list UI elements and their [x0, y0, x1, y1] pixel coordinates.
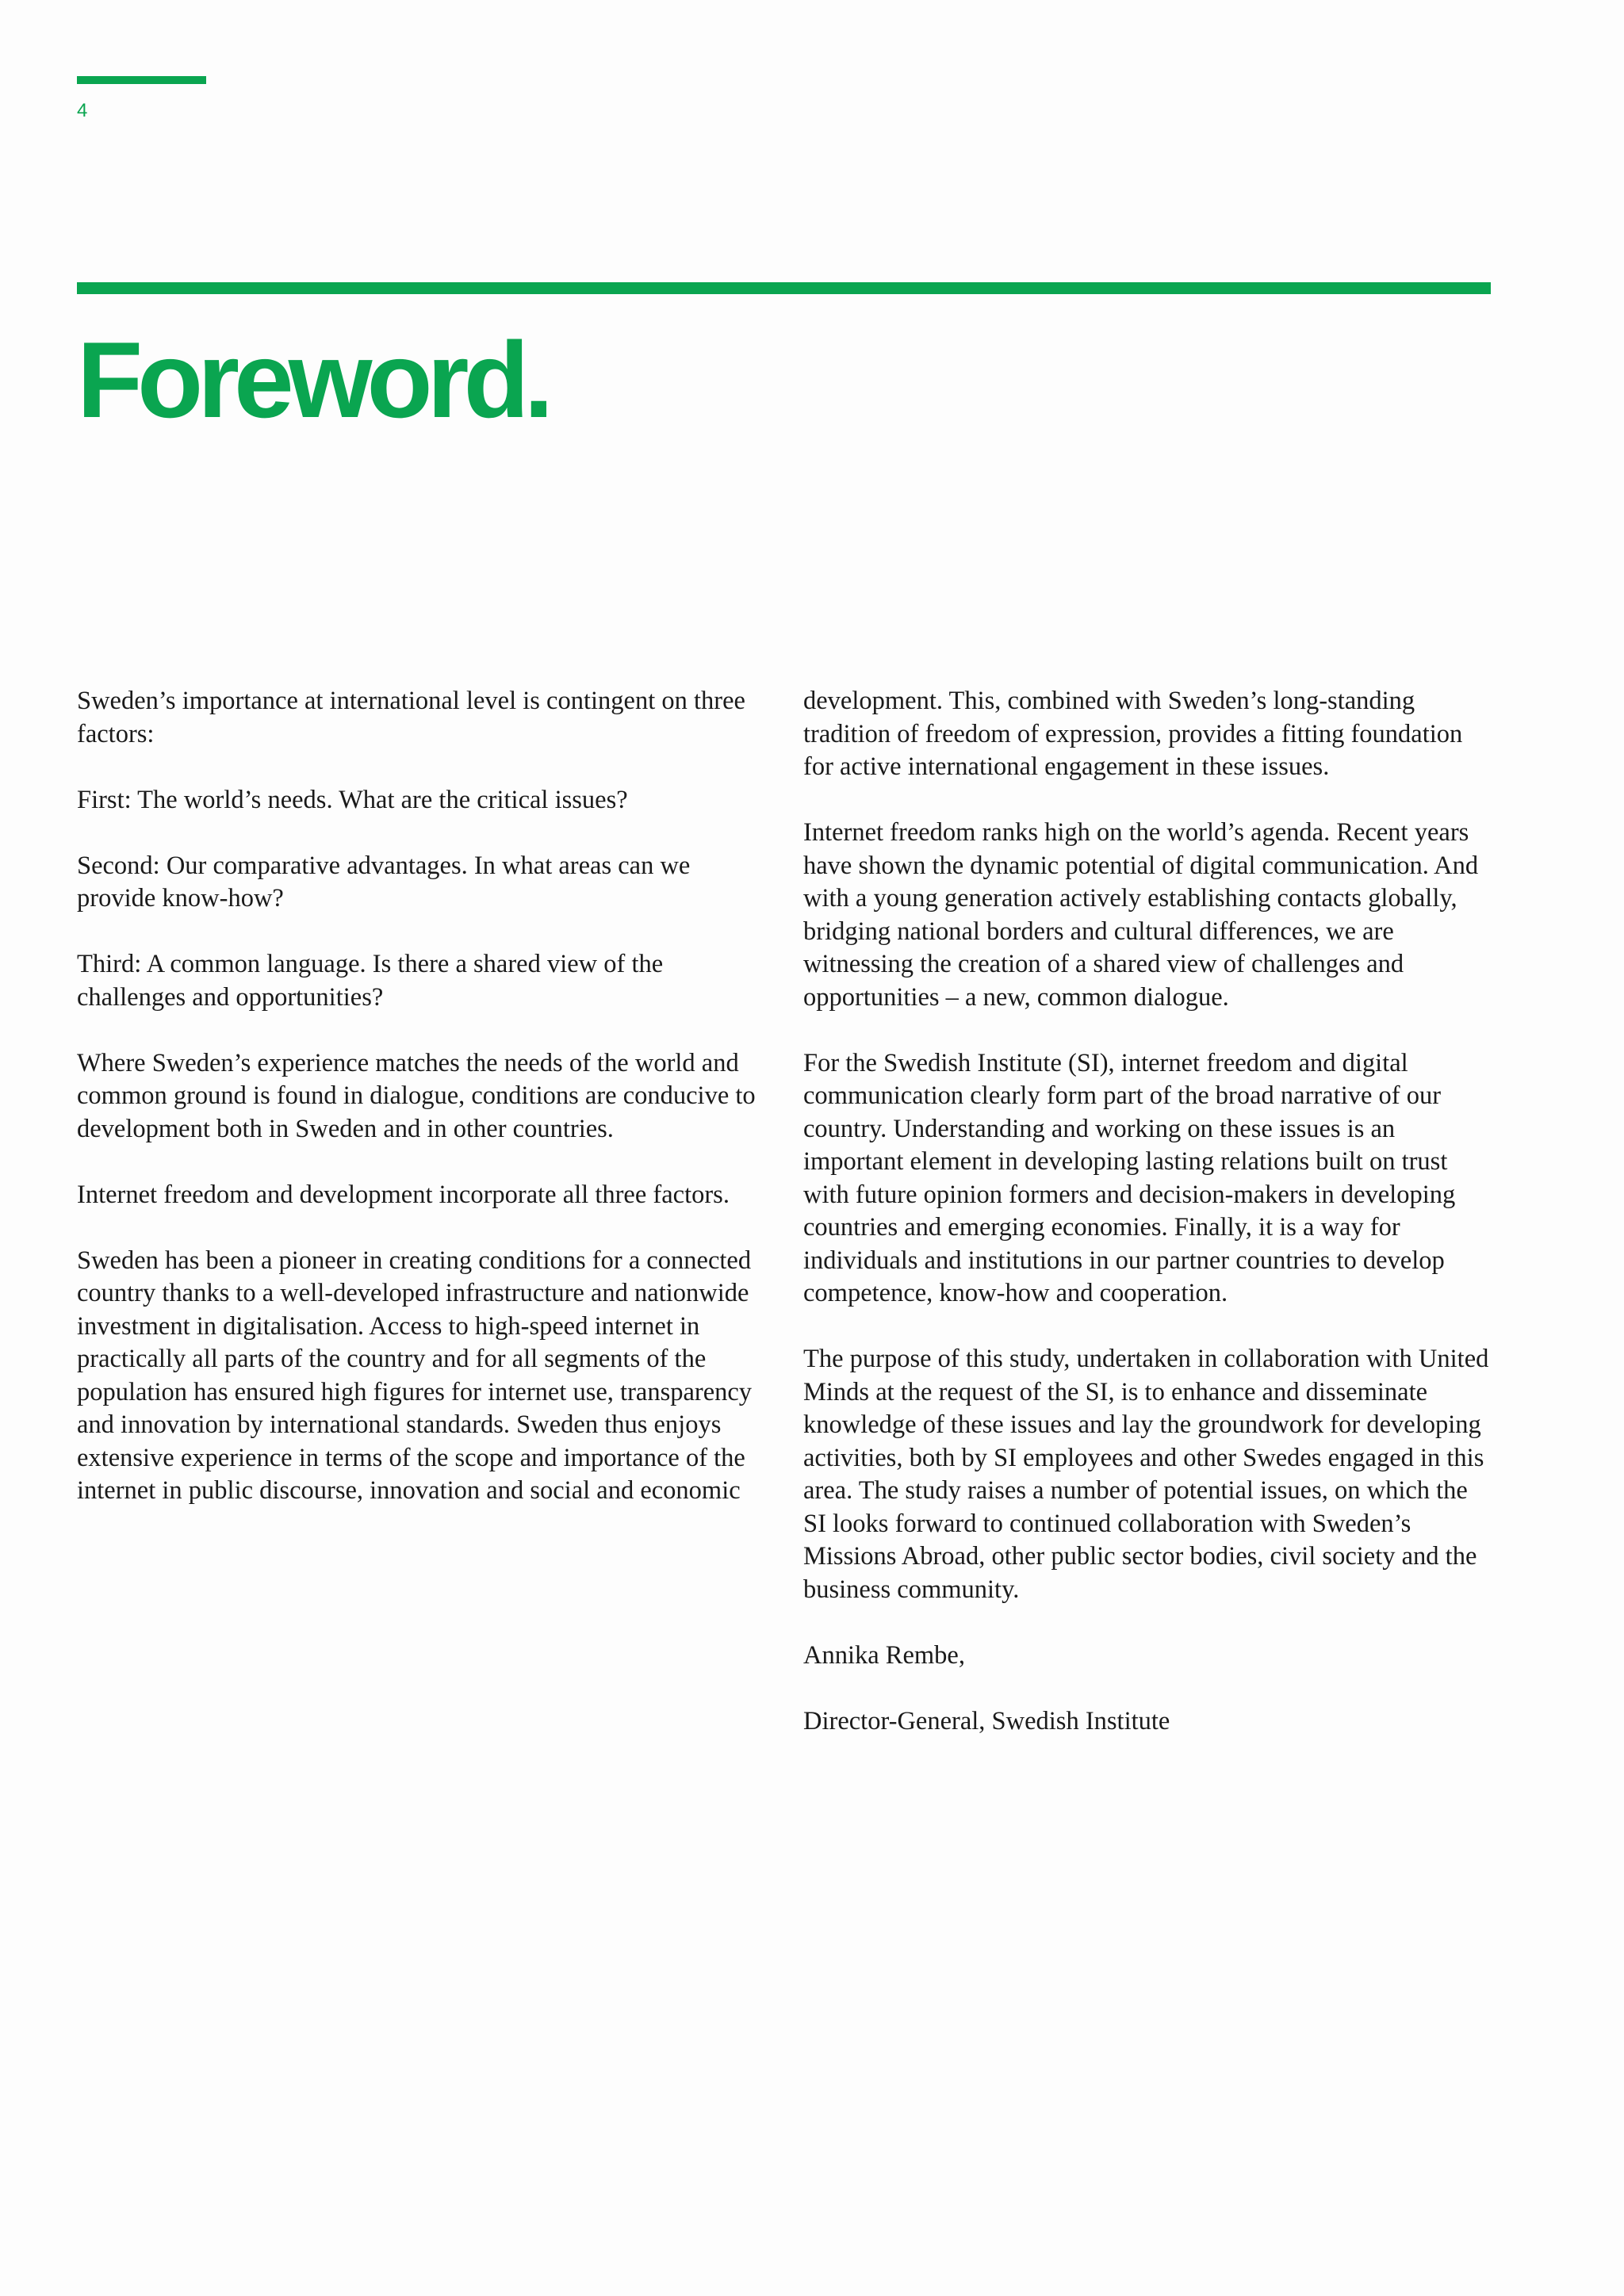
paragraph: Sweden has been a pioneer in creating conditions for a connected country thanks to a well-developed infrastructure and nationwide investment in digitalisation. Access to high-speed internet in practically all parts of the country and for all segments of the population has ensured high figures for internet use, transparency and innovation by international standards. Sweden thus enjoys extensive experience in terms of the scope and importance of the internet in public discourse, innovation and social and economic — [77, 1246, 753, 1505]
top-accent-rule — [77, 76, 206, 84]
page-title: Foreword. — [77, 320, 549, 440]
signature-role: Director-General, Swedish Institute — [803, 1706, 1170, 1735]
paragraph: The purpose of this study, undertaken in collaboration with United Minds at the request of the SI, is to enhance and disseminate knowledge of these issues and lay the groundwork for developing activities, both by SI employees and other Swedes engaged in this area. The study raises a number of potential issues, on which the SI looks forward to continued collaboration with Sweden’s Missions Abroad, other public sector bodies, civil society and the business community. — [803, 1345, 1489, 1604]
paragraph: Where Sweden’s experience matches the needs of the world and common ground is found in dialogue, conditions are conducive to development both in Sweden and in other countries. — [77, 1048, 756, 1143]
right-text-column — [803, 685, 1493, 1771]
paragraph: For the Swedish Institute (SI), internet freedom and digital communication clearly form part of the broad narrative of our country. Understanding and working on these issues is an important element in developing lasting relations built on trust with future opinion formers and decision-makers in developing countries and emerging economies. Finally, it is a way for individuals and institutions in our partner countries to develop competence, know-how and cooperation. — [803, 1048, 1456, 1307]
paragraph: Internet freedom ranks high on the world’s agenda. Recent years have shown the dynamic potential of digital communication. And with a young generation actively establishing contacts globally, bridging national borders and cultural differences, we are witnessing the creation of a shared view of challenges and opportunities – a new, common dialogue. — [803, 818, 1479, 1012]
paragraph: development. This, combined with Sweden’s long-standing tradition of freedom of expression, provides a fitting foundation for active international engagement in these issues. — [803, 687, 1463, 781]
paragraph: Internet freedom and development incorporate all three factors. — [77, 1180, 730, 1209]
page-number: 4 — [77, 100, 88, 121]
paragraph: Third: A common language. Is there a shared view of the challenges and opportunities? — [77, 950, 664, 1012]
paragraph: Second: Our comparative advantages. In what areas can we provide know-how? — [77, 851, 691, 913]
paragraph: Sweden’s importance at international level is contingent on three factors: — [77, 687, 745, 748]
title-accent-rule — [77, 282, 1491, 294]
paragraph: First: The world’s needs. What are the critical issues? — [77, 785, 628, 814]
signature-name: Annika Rembe, — [803, 1640, 965, 1670]
left-text-column — [77, 685, 767, 1540]
